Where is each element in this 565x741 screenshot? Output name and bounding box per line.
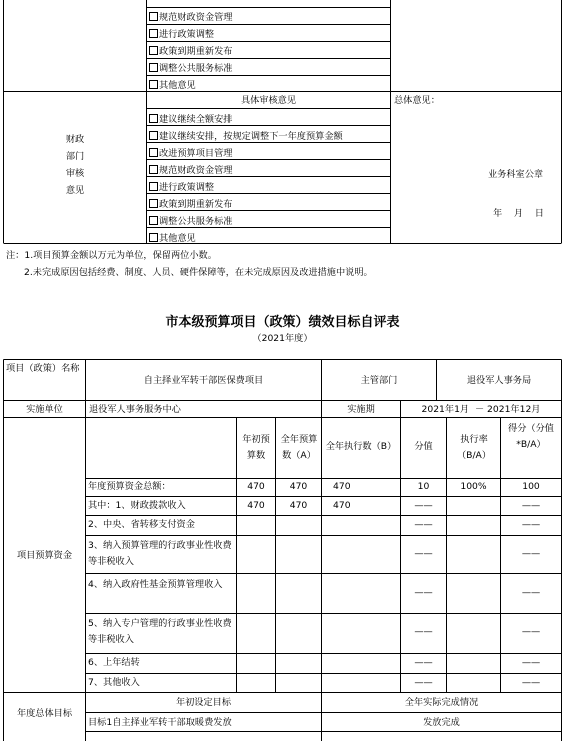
- checkbox-option[interactable]: 进行政策调整: [149, 179, 214, 193]
- fund-score: ——: [521, 548, 541, 559]
- fund-score: 100: [522, 481, 540, 492]
- fund-score-value: ——: [414, 587, 433, 598]
- fund-score: ——: [521, 587, 541, 598]
- fund-annual: 470: [289, 500, 308, 511]
- checkbox-icon[interactable]: [149, 233, 158, 242]
- seal-label: 业务科室公章: [488, 169, 544, 180]
- fund-score-value: ——: [414, 677, 433, 688]
- fund-annual: 470: [289, 481, 308, 492]
- fund-score-value: ——: [414, 626, 433, 637]
- fund-score: ——: [521, 519, 541, 530]
- fund-score-value: ——: [414, 519, 433, 530]
- fund-rate: 100%: [460, 481, 487, 492]
- header-score: 得分（分值*B/A）: [508, 423, 554, 450]
- period-value: 2021年1月 － 2021年12月: [421, 404, 541, 415]
- form-title: 市本级预算项目（政策）绩效目标自评表: [165, 315, 400, 330]
- fund-score: ——: [521, 626, 541, 637]
- overall-review-header: 总体意见：: [394, 95, 440, 106]
- checkbox-icon[interactable]: [149, 131, 158, 140]
- checkbox-option[interactable]: 改进预算项目管理: [149, 145, 233, 159]
- checkbox-icon[interactable]: [149, 216, 158, 225]
- project-name-label: 项目（政策）名称: [6, 363, 80, 374]
- fund-initial: 470: [247, 481, 265, 492]
- fund-initial: 470: [247, 500, 265, 511]
- goal-done-value: 发放完成: [423, 717, 460, 728]
- fund-score: ——: [521, 657, 541, 668]
- fund-row-label: 6、上年结转: [88, 657, 140, 668]
- checkbox-option[interactable]: 政策到期重新发布: [149, 43, 233, 57]
- header-initial: 年初预算数: [242, 434, 270, 461]
- checkbox-icon[interactable]: [149, 148, 158, 157]
- fund-score-value: 10: [417, 481, 430, 492]
- fund-label: 项目预算资金: [16, 550, 73, 561]
- fund-executed: 470: [333, 500, 351, 511]
- fund-score: ——: [521, 677, 541, 688]
- finance-review-label: 财政 部门 审核 意见: [65, 134, 85, 196]
- note-2: 2.未完成原因包括经费、制度、人员、硬件保障等，在未完成原因及改进措施中说明。: [24, 267, 373, 278]
- checkbox-option[interactable]: 建议继续全额安排: [149, 111, 233, 125]
- checkbox-icon[interactable]: [149, 63, 158, 72]
- dept-value: 退役军人事务局: [466, 375, 532, 386]
- fund-row-label: 4、纳入政府性基金预算管理收入: [88, 579, 223, 590]
- checkbox-option[interactable]: 进行政策调整: [149, 26, 214, 40]
- form-year: （2021年度）: [252, 333, 313, 344]
- checkbox-option[interactable]: 调整公共服务标准: [149, 60, 233, 74]
- date-label: 年 月 日: [493, 208, 544, 219]
- header-rate: 执行率（B/A）: [456, 434, 492, 461]
- checkbox-icon[interactable]: [149, 80, 158, 89]
- fund-row-label: 3、纳入预算管理的行政事业性收费等非税收入: [88, 540, 232, 567]
- fund-row-label: 年度预算资金总额：: [88, 481, 171, 492]
- fund-score: ——: [521, 500, 541, 511]
- fund-score-value: ——: [414, 500, 433, 511]
- fund-score-value: ——: [414, 657, 433, 668]
- header-executed: 全年执行数（B）: [325, 441, 397, 452]
- fund-row-label: 2、中央、省转移支付资金: [88, 519, 195, 530]
- checkbox-option[interactable]: 其他意见: [149, 77, 196, 91]
- specific-review-header: 具体审核意见: [240, 95, 297, 106]
- fund-score-value: ——: [414, 548, 433, 559]
- checkbox-icon[interactable]: [149, 29, 158, 38]
- checkbox-option[interactable]: 政策到期重新发布: [149, 196, 233, 210]
- checkbox-icon[interactable]: [149, 165, 158, 174]
- impl-unit-label: 实施单位: [26, 404, 63, 415]
- goal-set-header: 年初设定目标: [175, 697, 232, 708]
- project-name-value: 自主择业军转干部医保费项目: [143, 375, 264, 386]
- checkbox-icon[interactable]: [149, 182, 158, 191]
- dept-label: 主管部门: [360, 375, 398, 386]
- checkbox-option[interactable]: 规范财政资金管理: [149, 162, 233, 176]
- header-annual: 全年预算数（A）: [280, 434, 318, 461]
- goal-done-header: 全年实际完成情况: [404, 697, 479, 708]
- checkbox-icon[interactable]: [149, 199, 158, 208]
- period-label: 实施期: [347, 404, 375, 415]
- checkbox-icon[interactable]: [149, 46, 158, 55]
- checkbox-icon[interactable]: [149, 12, 158, 21]
- fund-executed: 470: [333, 481, 351, 492]
- checkbox-icon[interactable]: [149, 114, 158, 123]
- checkbox-option[interactable]: 调整公共服务标准: [149, 213, 233, 227]
- goal-set-value: 目标1自主择业军转干部取暖费发放: [88, 717, 232, 728]
- note-1: 注：1.项目预算金额以万元为单位，保留两位小数。: [6, 250, 217, 261]
- fund-row-label: 7、其他收入: [88, 677, 140, 688]
- checkbox-option[interactable]: 其他意见: [149, 230, 196, 244]
- impl-unit-value: 退役军人事务服务中心: [89, 404, 181, 415]
- checkbox-option[interactable]: 规范财政资金管理: [149, 9, 233, 23]
- fund-row-label: 其中：1、财政拨款收入: [88, 500, 186, 511]
- review-table-grid: [0, 0, 565, 250]
- goal-label: 年度总体目标: [16, 708, 73, 719]
- fund-row-label: 5、纳入专户管理的行政事业性收费等非税收入: [88, 618, 232, 645]
- header-score-value: 分值: [414, 441, 433, 452]
- checkbox-option[interactable]: 建议继续安排，按规定调整下一年度预算金额: [149, 128, 343, 142]
